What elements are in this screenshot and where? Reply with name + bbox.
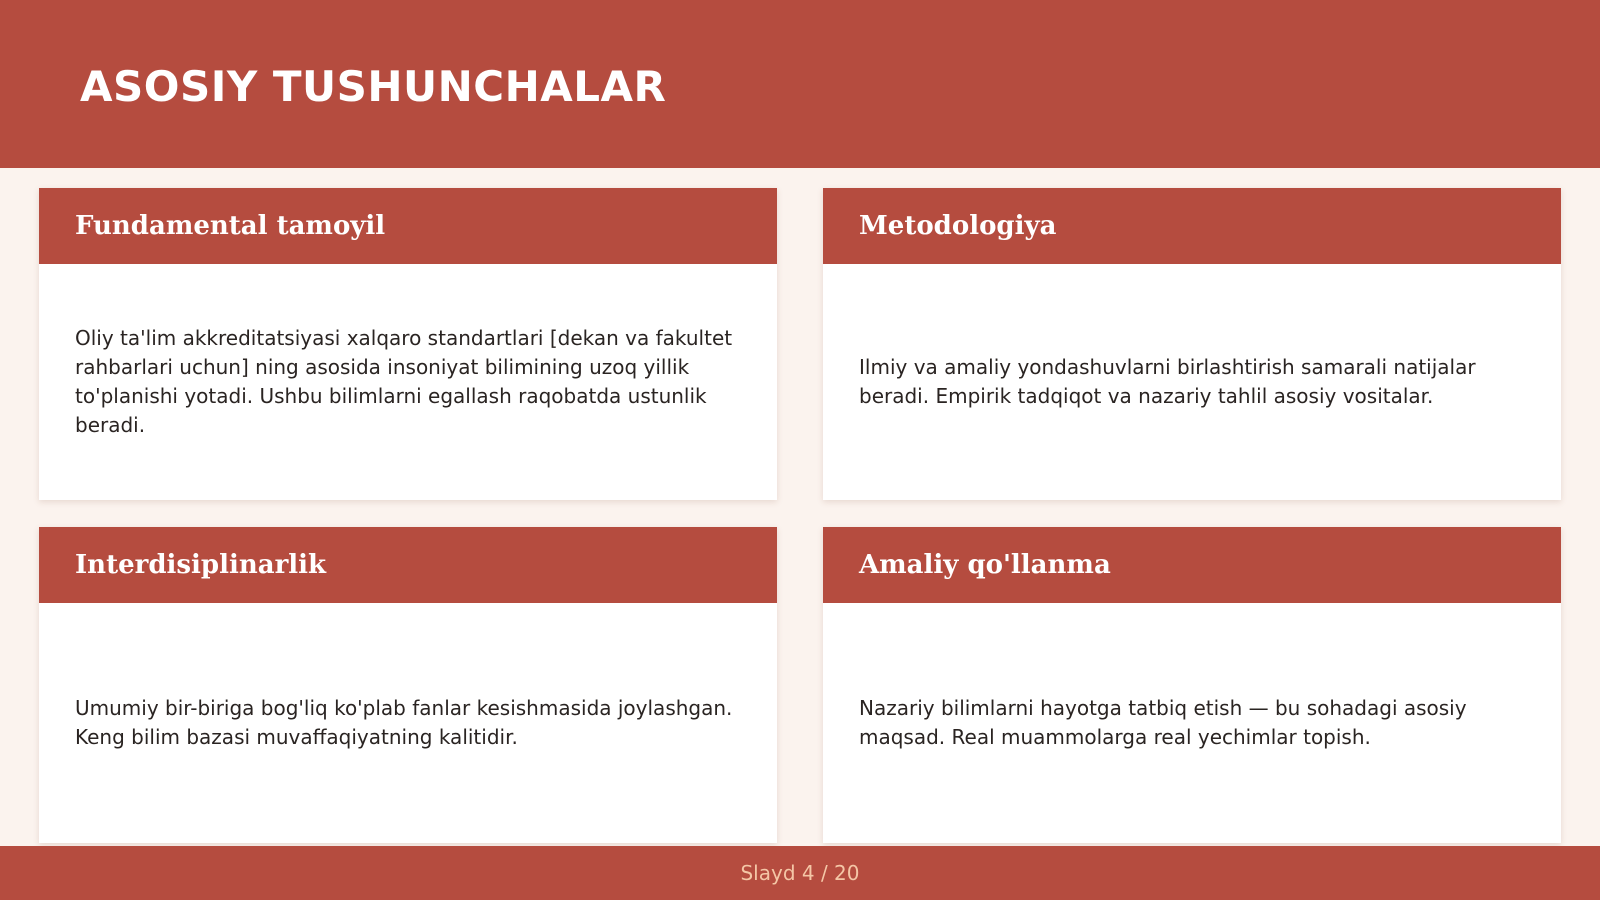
card-text: Umumiy bir-biriga bog'liq ko'plab fanlar kesishmasida joylashgan. Keng bilim bazasi muvaffaqiyatning kalitidir.: [75, 696, 733, 749]
card-title: Fundamental tamoyil: [75, 211, 386, 241]
card-text: Ilmiy va amaliy yondashuvlarni birlashtirish samarali natijalar beradi. Empirik tadqiqot va nazariy tahlil asosiy vositalar.: [859, 355, 1476, 408]
card-body: [39, 264, 777, 500]
slide-title: ASOSIY TUSHUNCHALAR: [80, 62, 667, 111]
card-practical-application: [823, 527, 1561, 843]
slide-footer: [0, 846, 1600, 900]
card-title: Metodologiya: [859, 211, 1057, 241]
card-header: [39, 527, 777, 603]
card-header: [39, 188, 777, 264]
card-interdisciplinarity: [39, 527, 777, 843]
slide-counter: Slayd 4 / 20: [740, 861, 860, 885]
card-fundamental-principle: [39, 188, 777, 500]
card-header: [823, 188, 1561, 264]
card-text: Nazariy bilimlarni hayotga tatbiq etish — bu sohadagi asosiy maqsad. Real muammolarga real yechimlar topish.: [859, 696, 1467, 749]
slide-header: [0, 0, 1600, 168]
card-header: [823, 527, 1561, 603]
card-body: [39, 603, 777, 843]
card-title: Amaliy qo'llanma: [859, 550, 1111, 580]
card-title: Interdisiplinarlik: [75, 550, 327, 580]
card-methodology: [823, 188, 1561, 500]
card-body: [823, 264, 1561, 500]
card-body: [823, 603, 1561, 843]
card-text: Oliy ta'lim akkreditatsiyasi xalqaro standartlari [dekan va fakultet rahbarlari uchun] ning asosida insoniyat bilimining uzoq yillik to'planishi yotadi. Ushbu bilimlarni egallash raqobatda ustunlik beradi.: [75, 326, 733, 437]
